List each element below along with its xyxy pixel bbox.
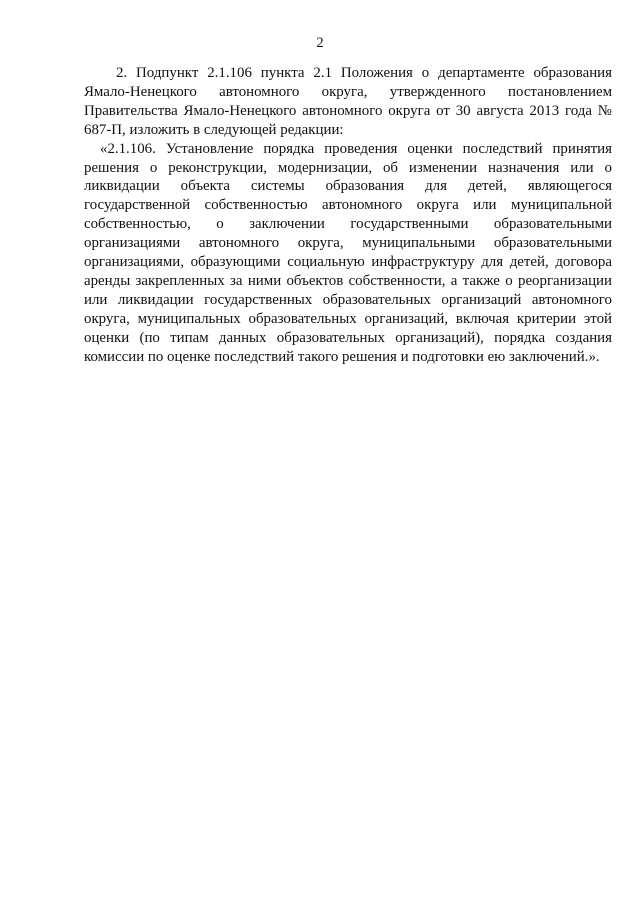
new-wording-paragraph: «2.1.106. Установление порядка проведения оценки последствий принятия решения о реконструкции, модернизации, об изменении назначения или о ликвидации объекта системы образования для детей, являющегося государственной собственностью автономного округа или муниципальной собственностью, о заключении государственными образовательными организациями автономного округа, муниципальными образовательными организациями, образующими социальную инфраструктуру для детей, договора аренды закрепленных за ними объектов собственности, а также о реорганизации или ликвидации государственных образовательных организаций автономного округа, муниципальных образовательных организаций, включая критерии этой оценки (по типам данных образовательных организаций), порядка создания комиссии по оценке последствий такого решения и подготовки ею заключений.». [84, 140, 612, 365]
document-body [84, 64, 612, 367]
page-number: 2 [316, 35, 324, 51]
amendment-intro-paragraph: 2. Подпункт 2.1.106 пункта 2.1 Положения о департаменте образования Ямало-Ненецкого автономного округа, утвержденного постановлением Правительства Ямало-Ненецкого автономного округа от 30 августа 2013 года № 687-П, изложить в следующей редакции: [84, 65, 612, 138]
